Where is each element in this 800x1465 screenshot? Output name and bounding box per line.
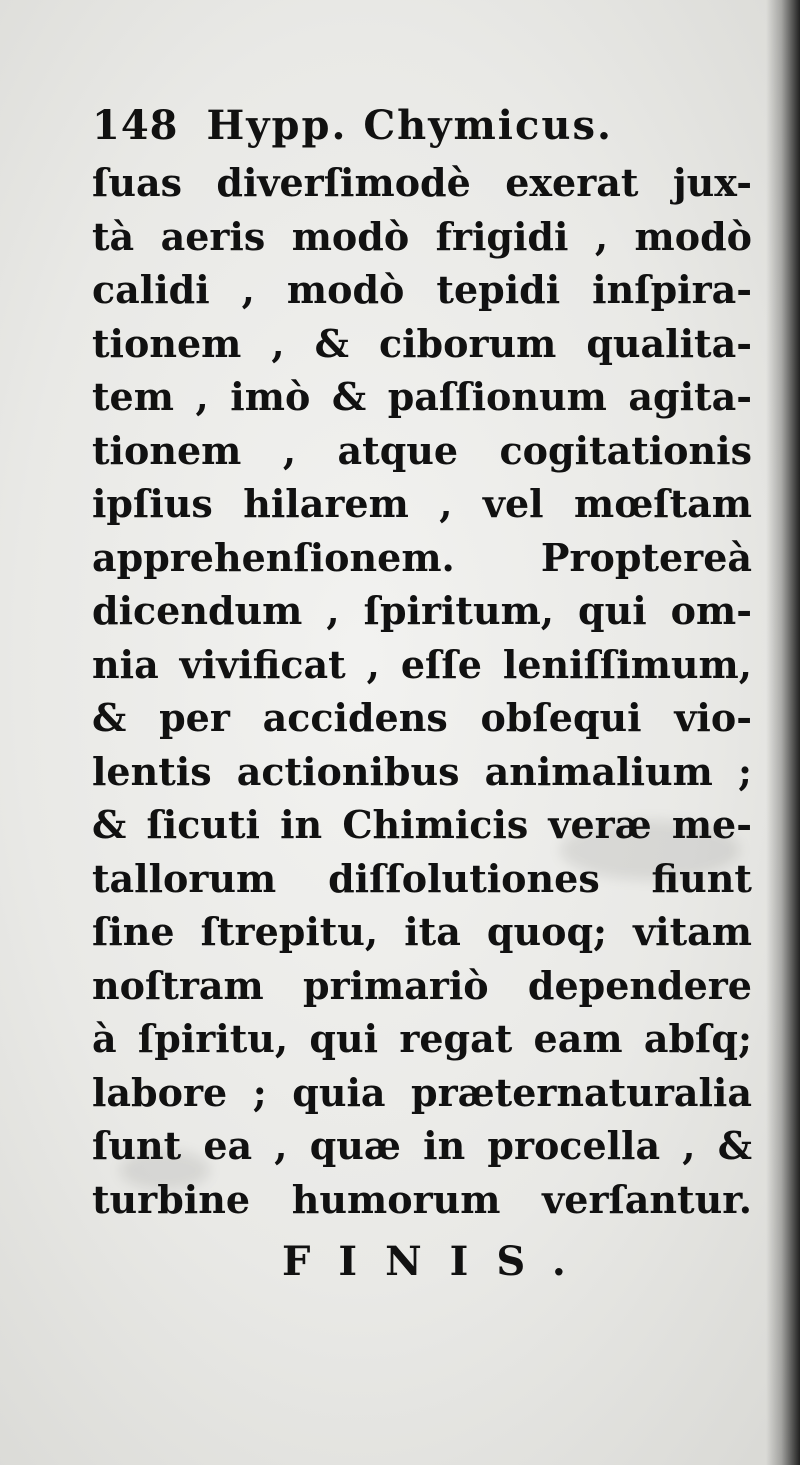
text-line: à ſpiritu, qui regat eam abſq; — [92, 1016, 752, 1061]
text-line: tallorum diſſolutiones fiunt — [92, 855, 752, 901]
text-line: ipſius hilarem , vel mœſtam — [92, 481, 752, 526]
text-line: noſtram primariò dependere — [92, 962, 752, 1008]
text-line: & per accidens obſequi vio- — [92, 695, 752, 740]
finis-colophon: FINIS. — [282, 1238, 594, 1285]
text-line: nia vivificat , eſſe leniſſimum, — [92, 641, 752, 687]
text-line: tà aeris modò frigidi , modò — [92, 213, 752, 259]
text-line: & ſicuti in Chimicis veræ me- — [92, 802, 752, 847]
text-line: apprehenſionem. Proptereà — [92, 534, 752, 580]
text-line: ſunt ea , quæ in procella , & — [92, 1123, 752, 1168]
text-line: dicendum , ſpiritum, qui om- — [92, 588, 752, 633]
text-line: lentis actionibus animalium ; — [92, 748, 752, 794]
text-line: tem , imò & paſſionum agita- — [92, 374, 752, 419]
text-line: ſine ſtrepitu, ita quoq; vitam — [92, 909, 752, 954]
text-line: turbine humorum verſantur. — [92, 1176, 752, 1222]
running-title: Hypp. Chymicus. — [206, 102, 613, 149]
page-number: 148 — [92, 102, 179, 149]
text-line: calidi , modò tepidi inſpira- — [92, 267, 752, 312]
text-line: tionem , atque cogitationis — [92, 427, 752, 473]
text-line: ſuas diverſimodè exerat jux- — [92, 160, 752, 205]
text-line: tionem , & ciborum qualita- — [92, 320, 752, 366]
text-line: labore ; quia præternaturalia — [92, 1069, 752, 1115]
text-block — [92, 96, 772, 1294]
running-head — [92, 96, 772, 156]
